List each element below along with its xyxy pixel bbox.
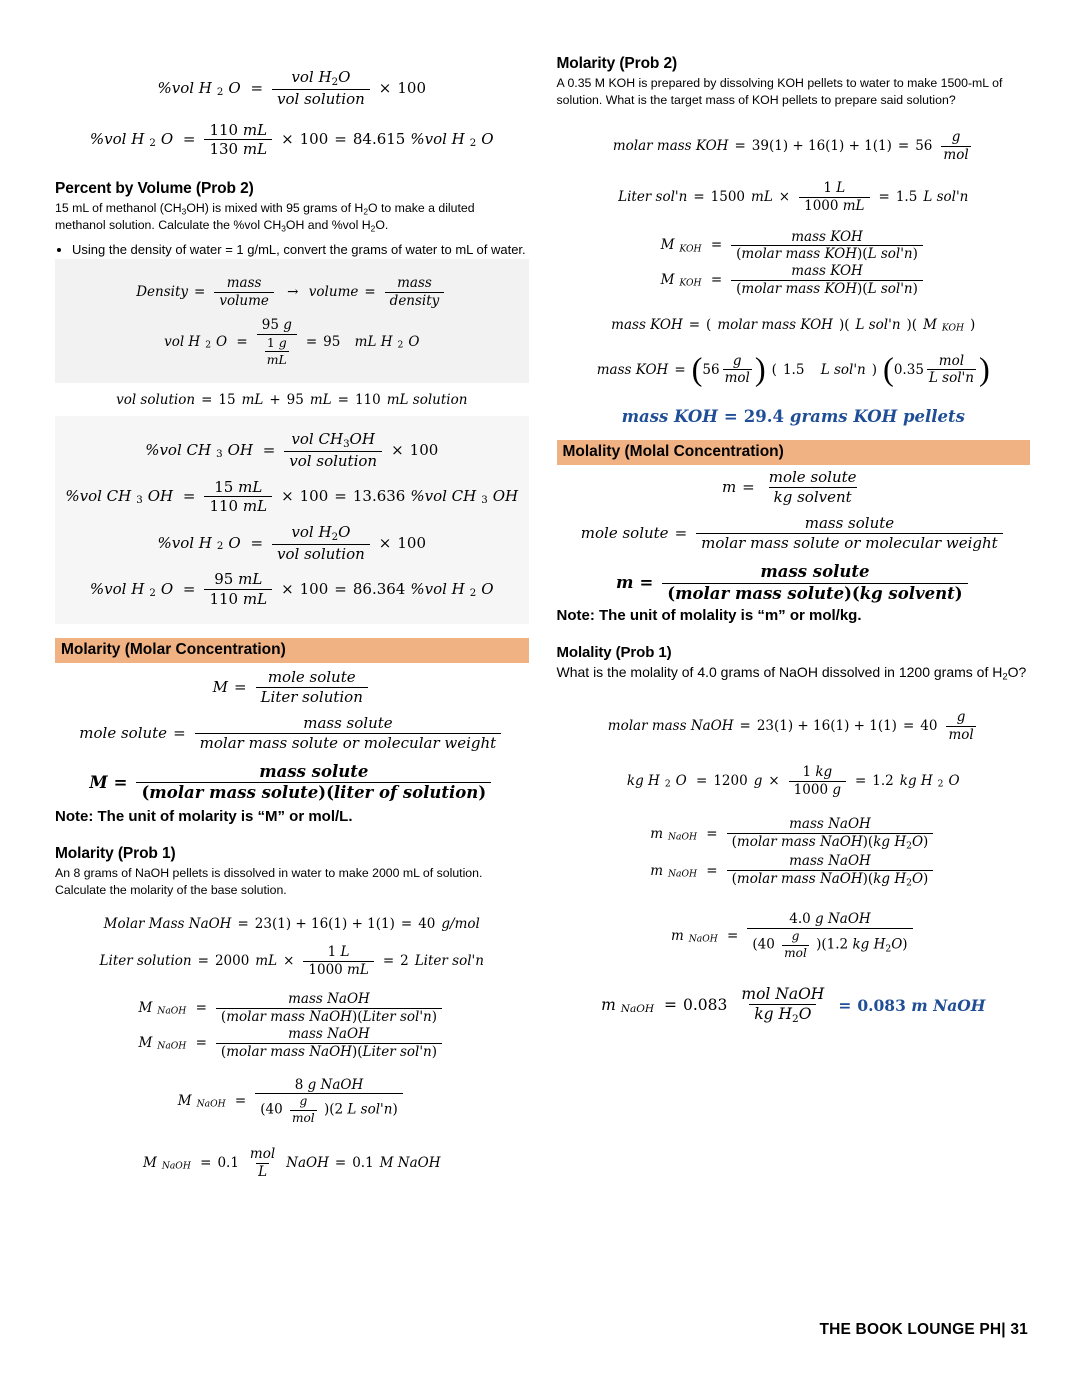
equation-mole-solute: mole solute = $\frac{\text{mass solute}}{\text{molar mass solute or molecular weight}}$ xyxy=(55,715,529,751)
equation-M-naoh-answer: M $_{NaOH}$ = 0.1 $\frac{\text{mol}}{L}$ NaOH = 0.1 M NaOH xyxy=(142,1146,441,1180)
equation-m-naoh-2: m $_{NaOH}$ = $\frac{\text{mass NaOH}}{(molar mass NaOH)(kg H_2O)}$ xyxy=(557,854,1031,889)
molarity-prob2-heading: Molarity (Prob 2) xyxy=(556,55,678,72)
equation-pctvol-h2o-value: %vol H $_2$ O = $\frac{110 mL}{130 mL}$ × 100 = 84.615 %vol H $_2$ O xyxy=(89,120,494,159)
equation-mass-koh-substituted: mass KOH = ( 56 $\frac{g}{\text{mol}}$ ) ( 1.5 L sol'n ) ( 0.35 $\frac{\text{mol}}{\text{L sol'n}}$ ) xyxy=(596,351,990,388)
left-column xyxy=(55,55,529,1180)
molality-band-heading: Molality (Molal Concentration) xyxy=(557,440,1031,465)
percent-by-volume-results-block xyxy=(55,416,529,624)
equation-molality-expanded: m = $\frac{\text{mass solute}}{\text{(molar mass solute)(kg solvent)}}$ xyxy=(557,563,1031,602)
percent-by-volume-problem: 15 mL of methanol $(CH_3OH)$ is mixed with 95 grams of $H_2O$ to make a diluted methanol solution. Calculate the %vol $CH_3OH$ and %vol $H_2O$. xyxy=(55,200,475,234)
molarity-band-heading: Molarity (Molar Concentration) xyxy=(55,638,529,663)
percent-by-volume-bullets xyxy=(55,241,529,259)
equation-mass-koh: mass KOH = ( molar mass KOH )( L sol'n )( M $_{KOH}$ ) xyxy=(611,316,976,334)
equation-molality-definition: m = $\frac{\text{mole solute}}{\text{kg solvent}}$ xyxy=(721,468,857,506)
equation-M-koh-2: M $_{KOH}$ = $\frac{\text{mass KOH}}{\text{(molar mass KOH)(L sol'n)}}$ xyxy=(557,264,1031,297)
equation-liter-solution: Liter solution = 2000 mL × $\frac{1 L}{1000 mL}$ = 2 Liter sol'n xyxy=(99,944,484,979)
equation-mole-solute-molality: mole solute = $\frac{\text{mass solute}}{\text{molar mass solute or molecular weight}}$ xyxy=(557,515,1031,551)
molarity-unit-note: Note: The unit of molarity is “M” or mol/L. xyxy=(55,808,353,826)
equation-m-naoh-answer: m $_{NaOH}$ = 0.083 $\frac{\text{mol NaOH}}{kg H_2O}$ = 0.083 m NaOH xyxy=(601,984,986,1025)
molality-prob1-problem: What is the molality of 4.0 grams of NaOH dissolved in 1200 grams of $H_2O$? xyxy=(556,663,1027,683)
density-derivation-block xyxy=(55,259,529,383)
equation-pct-h2o-general: %vol H $_2$ O = $\frac{vol H_2O}{\text{vol solution}}$ × 100 xyxy=(157,522,427,563)
equation-molarity-definition: M = $\frac{\text{mole solute}}{\text{Liter solution}}$ xyxy=(55,669,529,705)
percent-by-volume-heading: Percent by Volume (Prob 2) xyxy=(55,179,254,197)
equation-pct-ch3oh-general: %vol CH $_3$ OH = $\frac{vol CH_3OH}{\text{vol solution}}$ × 100 xyxy=(145,430,439,471)
equation-vol-solution: vol solution = 15 mL + 95 mL = 110 mL solution xyxy=(116,392,468,409)
equation-molarity-expanded: M = $\frac{\text{mass solute}}{\text{(molar mass solute)(liter of solution)}}$ xyxy=(55,763,529,802)
molarity-prob1-heading: Molarity (Prob 1) xyxy=(55,845,176,863)
equation-m-naoh-1: m $_{NaOH}$ = $\frac{\text{mass NaOH}}{(molar mass NaOH)(kg H_2O)}$ xyxy=(557,817,1031,852)
page-footer: THE BOOK LOUNGE PH| 31 xyxy=(819,1321,1028,1338)
equation-pctvol-h2o-general: %vol H $_2$ O = $\frac{vol H_2O}{\text{vol solution}}$ × 100 xyxy=(157,68,427,109)
equation-pct-h2o-value: %vol H $_2$ O = $\frac{95 mL}{110 mL}$ × 100 = 86.364 %vol H $_2$ O xyxy=(89,570,494,608)
molality-prob1-heading: Molality (Prob 1) xyxy=(556,643,672,661)
equation-molar-mass-koh: molar mass KOH = 39(1) + 16(1) + 1(1) = 56 $\frac{g}{\text{mol}}$ xyxy=(612,129,969,164)
molality-unit-note: Note: The unit of molality is “m” or mol/kg. xyxy=(556,606,862,624)
equation-molar-mass-naoh-molality: molar mass NaOH = 23(1) + 16(1) + 1(1) = 40 $\frac{g}{\text{mol}}$ xyxy=(607,709,974,743)
bullet-density-conversion: • Using the density of water = 1 g/mL, convert the grams of water to mL of water. xyxy=(72,241,529,259)
answer-mass-koh: mass KOH = 29.4 grams KOH pellets xyxy=(621,407,965,427)
equation-pct-ch3oh-value: %vol CH $_3$ OH = $\frac{15 mL}{110 mL}$ × 100 = 13.636 %vol CH $_3$ OH xyxy=(65,477,519,516)
equation-M-naoh-substituted: M $_{NaOH}$ = 8 g NaOH (40 $\frac{g}{\text{mol}}$ )(2 L sol'n) xyxy=(55,1078,529,1126)
equation-m-naoh-substituted: m $_{NaOH}$ = 4.0 g NaOH (40 $\frac{g}{\text{mol}}$ )(1.2 kg $H_2O$) xyxy=(557,912,1031,960)
equation-kg-h2o: kg H $_2$ O = 1200 g × $\frac{1 kg}{1000 g}$ = 1.2 kg H $_2$ O xyxy=(626,763,960,798)
equation-M-naoh-2: M $_{NaOH}$ = $\frac{\text{mass NaOH}}{\text{(molar mass NaOH)(Liter sol'n)}}$ xyxy=(55,1027,529,1060)
right-column xyxy=(557,55,1031,1180)
molarity-prob1-problem: An 8 grams of NaOH pellets is dissolved in water to make 2000 mL of solution. Calculate the molarity of the base solution. xyxy=(55,866,483,898)
two-column-layout xyxy=(55,55,1030,1180)
equation-vol-h2o: vol H $_2$ O = $\frac{95 g}{\frac{1 g}{mL}}$ = 95 mL H $_2$ O xyxy=(164,317,420,367)
equation-M-koh-1: M $_{KOH}$ = $\frac{\text{mass KOH}}{\text{(molar mass KOH)(L sol'n)}}$ xyxy=(557,230,1031,263)
equation-liter-soln-koh: Liter sol'n = 1500 mL × $\frac{1 L}{1000 mL}$ = 1.5 L sol'n xyxy=(618,179,969,214)
equation-M-naoh-1: M $_{NaOH}$ = $\frac{\text{mass NaOH}}{\text{(molar mass NaOH)(Liter sol'n)}}$ xyxy=(55,992,529,1025)
equation-density: Density = $\frac{\text{mass}}{\text{volume}}$ → volume = $\frac{\text{mass}}{\text{density}}$ xyxy=(59,276,525,309)
molarity-prob2-problem: A 0.35 M KOH is prepared by dissolving KOH pellets to water to make 1500-mL of solution. What is the target mass of KOH pellets to prepare said solution? xyxy=(556,76,1003,107)
equation-molar-mass-naoh: Molar Mass NaOH = 23(1) + 16(1) + 1(1) = 40 g/mol xyxy=(103,915,480,932)
